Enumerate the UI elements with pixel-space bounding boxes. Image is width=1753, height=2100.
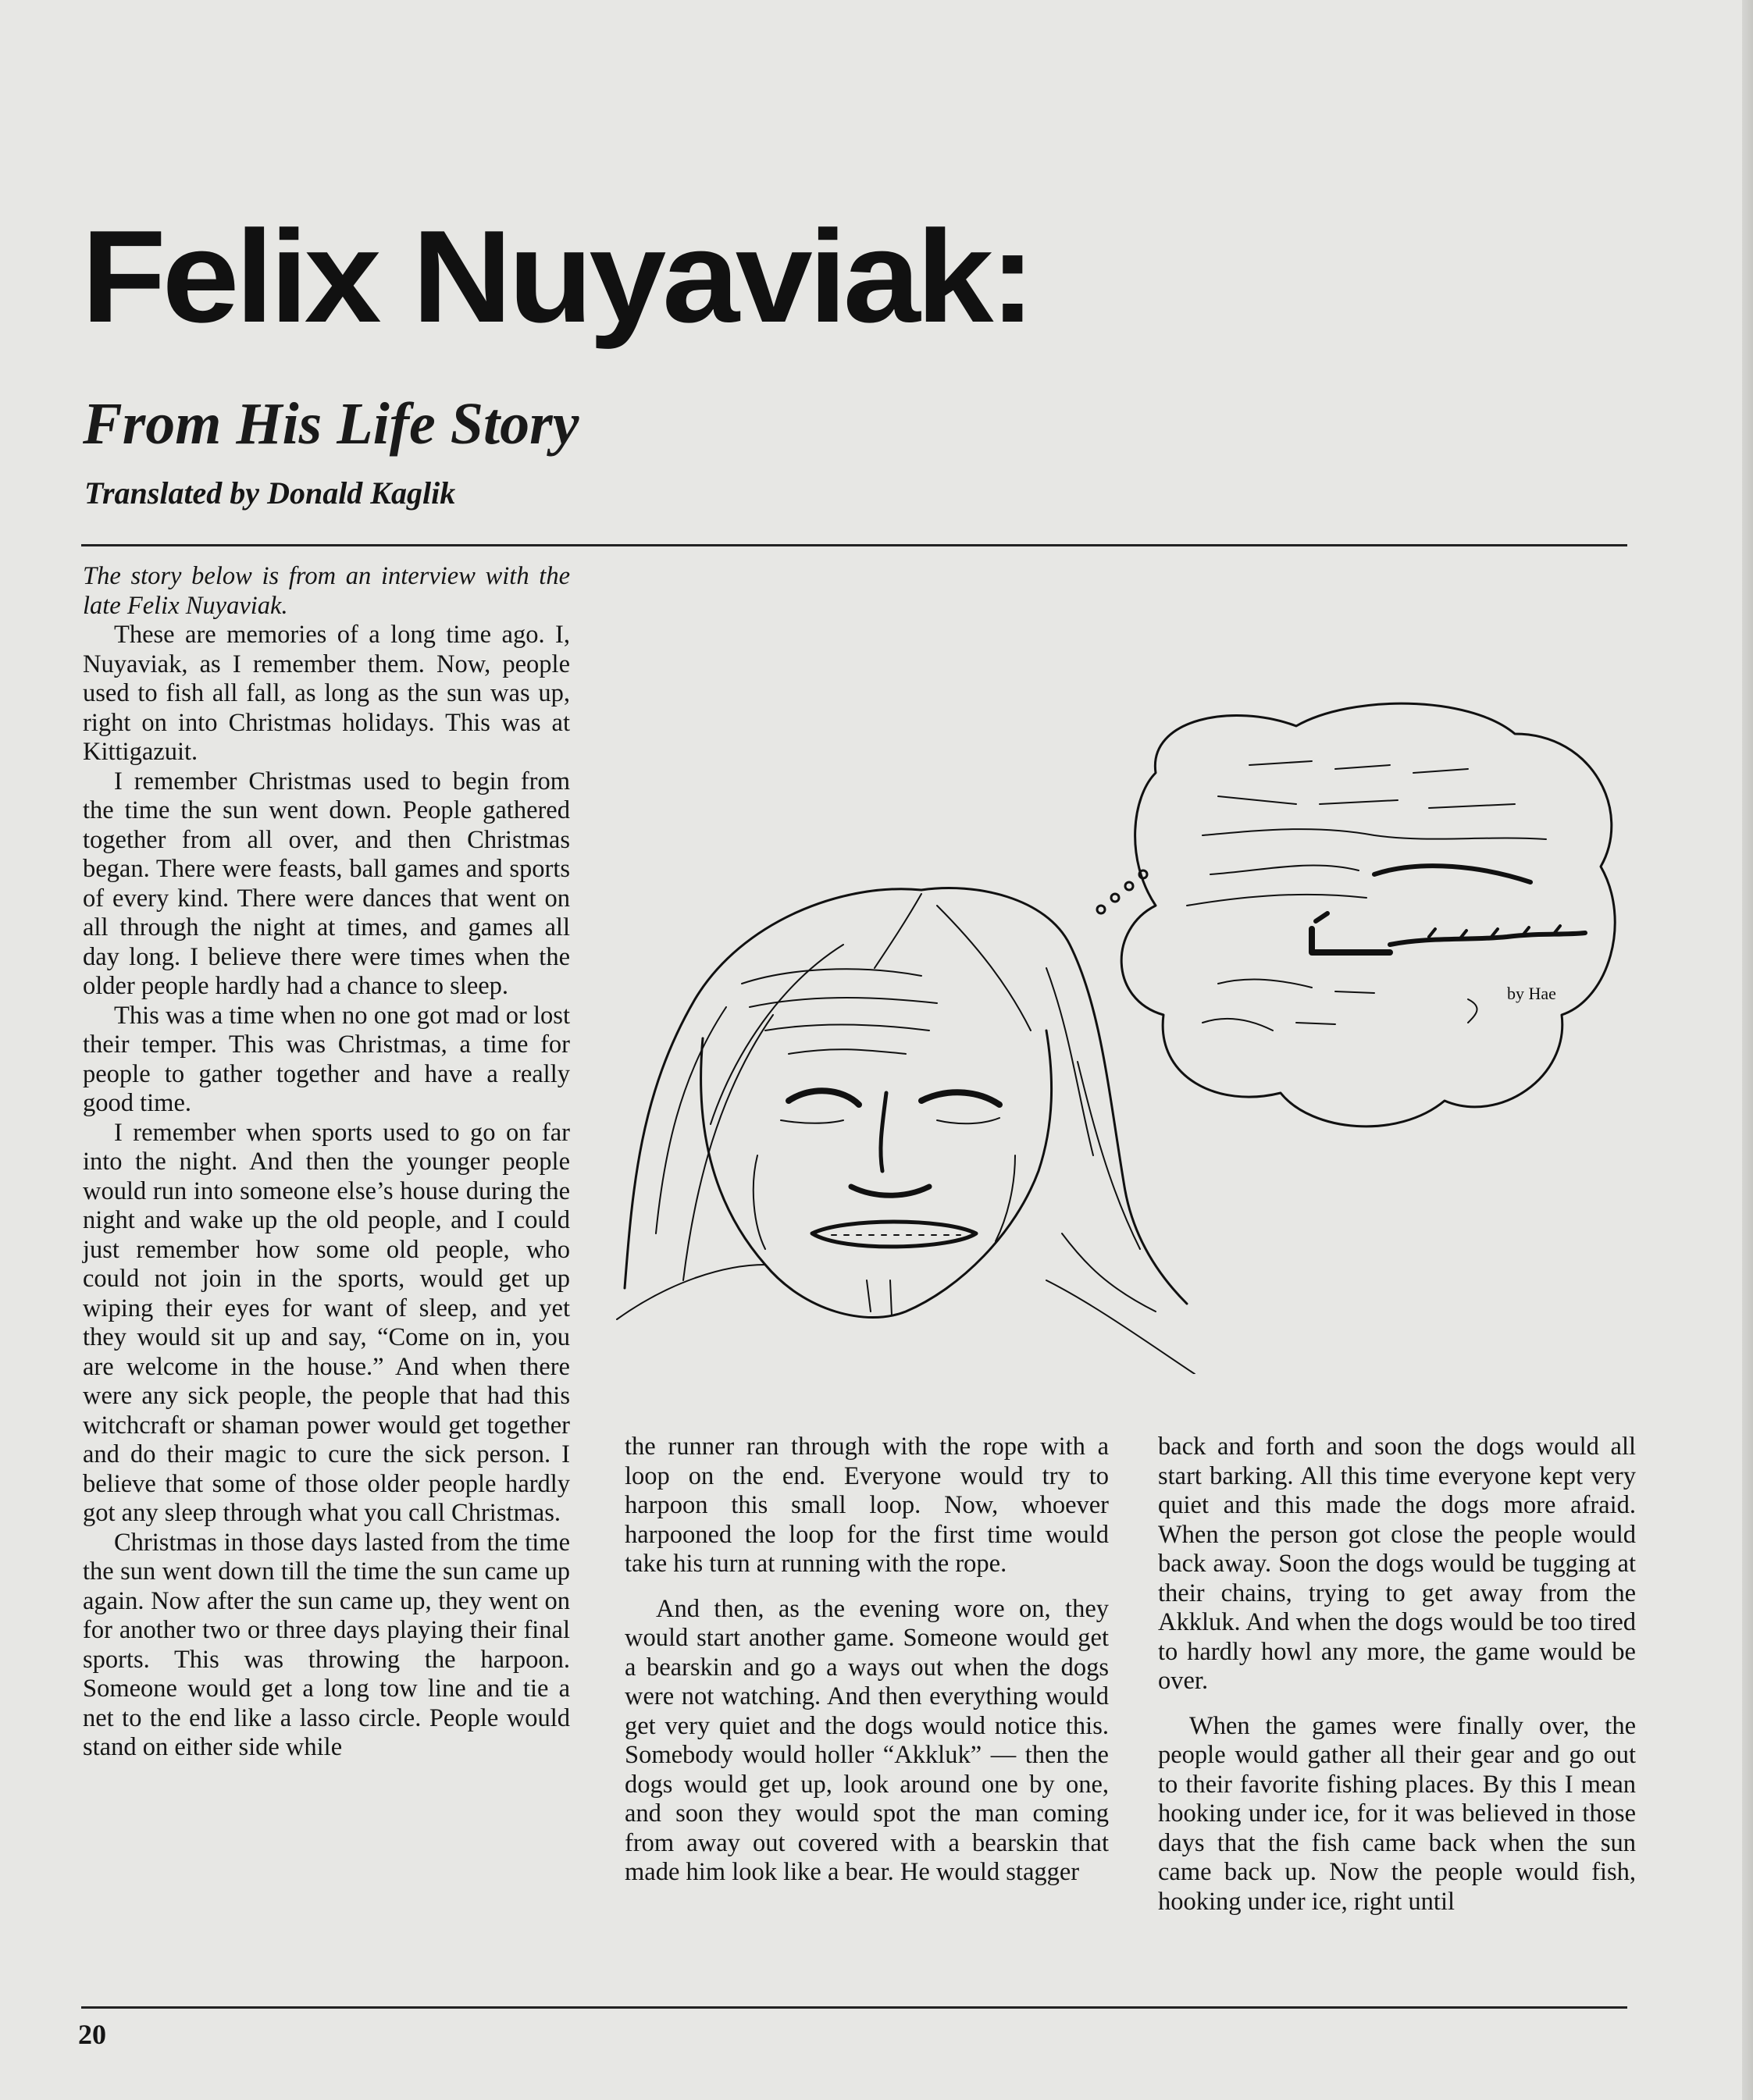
paragraph: Christmas in those days lasted from the time the sun went down till the time the sun came up again. Now after the sun came up, they went on for another two or three days playing their final sports. This was throwing the harpoon. Someone would get a long tow line and tie a net to the end like a lasso circle. People would stand on either side while — [83, 1528, 570, 1761]
portrait-drawing-icon — [609, 687, 1632, 1374]
intro-paragraph: The story below is from an interview with the late Felix Nuyaviak. — [83, 562, 570, 620]
paragraph: the runner ran through with the rope with a loop on the end. Everyone would try to harpoon this small loop. Now, whoever harpooned the loop for the first time would take his turn at running with the rope. — [625, 1433, 1109, 1578]
text-column-2 — [625, 1433, 1109, 1888]
paragraph: And then, as the evening wore on, they would start another game. Someone would get a bearskin and go a ways out when the dogs were not watching. And then everything would get very quiet and the dogs would notice this. Somebody would holler “Akkluk” — then the dogs would get up, look around one by one, and soon they would spot the man coming from away out covered with a bearskin that made him look like a bear. He would stagger — [625, 1594, 1109, 1886]
paragraph: I remember when sports used to go on far into the night. And then the younger people would run into someone else’s house during the night and wake up the old people, and I could just remember how some old people, who could not join in the sports, would get up wiping their eyes for want of sleep, and yet they would sit up and say, “Come on in, you are welcome in the house.” And when there were any sick people, the people that had this witchcraft or shaman power would get together and do their magic to cure the sick person. I believe that some of those older people hardly got any sleep through what you call Christmas. — [83, 1118, 570, 1527]
translator-byline: Translated by Donald Kaglik — [84, 475, 456, 511]
bottom-rule — [81, 2006, 1627, 2009]
top-rule — [81, 544, 1627, 546]
paragraph: back and forth and soon the dogs would all start barking. All this time everyone kept very quiet and this made the dogs more afraid. When the person got close the people would back away. Soon the dogs would be tugging at their chains, trying to get away from the Akkluk. And when the dogs would be too tired to hardly howl any more, the game would be over. — [1158, 1433, 1636, 1695]
artist-signature: by Hae — [1507, 984, 1556, 1003]
paragraph: I remember Christmas used to begin from the time the sun went down. People gathered together from all over, and then Christmas began. There were feasts, ball games and sports of every kind. There were dances that went on all through the night at times, and games all day long. I believe there were times when the older people hardly had a chance to sleep. — [83, 767, 570, 1000]
paragraph: This was a time when no one got mad or lost their temper. This was Christmas, a time for people to gather together and have a really good time. — [83, 1001, 570, 1117]
article-title: Felix Nuyaviak: — [81, 203, 1032, 350]
article-subtitle: From His Life Story — [83, 391, 579, 457]
text-column-3 — [1158, 1433, 1636, 1917]
text-column-1 — [83, 562, 570, 1763]
illustration — [609, 687, 1632, 1374]
page-edge — [1742, 0, 1753, 2100]
paragraph: These are memories of a long time ago. I, Nuyaviak, as I remember them. Now, people used to fish all fall, as long as the sun was up, right on into Christmas holidays. This was at Kittigazuit. — [83, 621, 570, 766]
paragraph: When the games were finally over, the people would gather all their gear and go out to their favorite fishing places. By this I mean hooking under ice, for it was believed in those days that the fish came back when the sun came back up. Now the people would fish, hooking under ice, right until — [1158, 1711, 1636, 1916]
page-number: 20 — [78, 2019, 106, 2050]
